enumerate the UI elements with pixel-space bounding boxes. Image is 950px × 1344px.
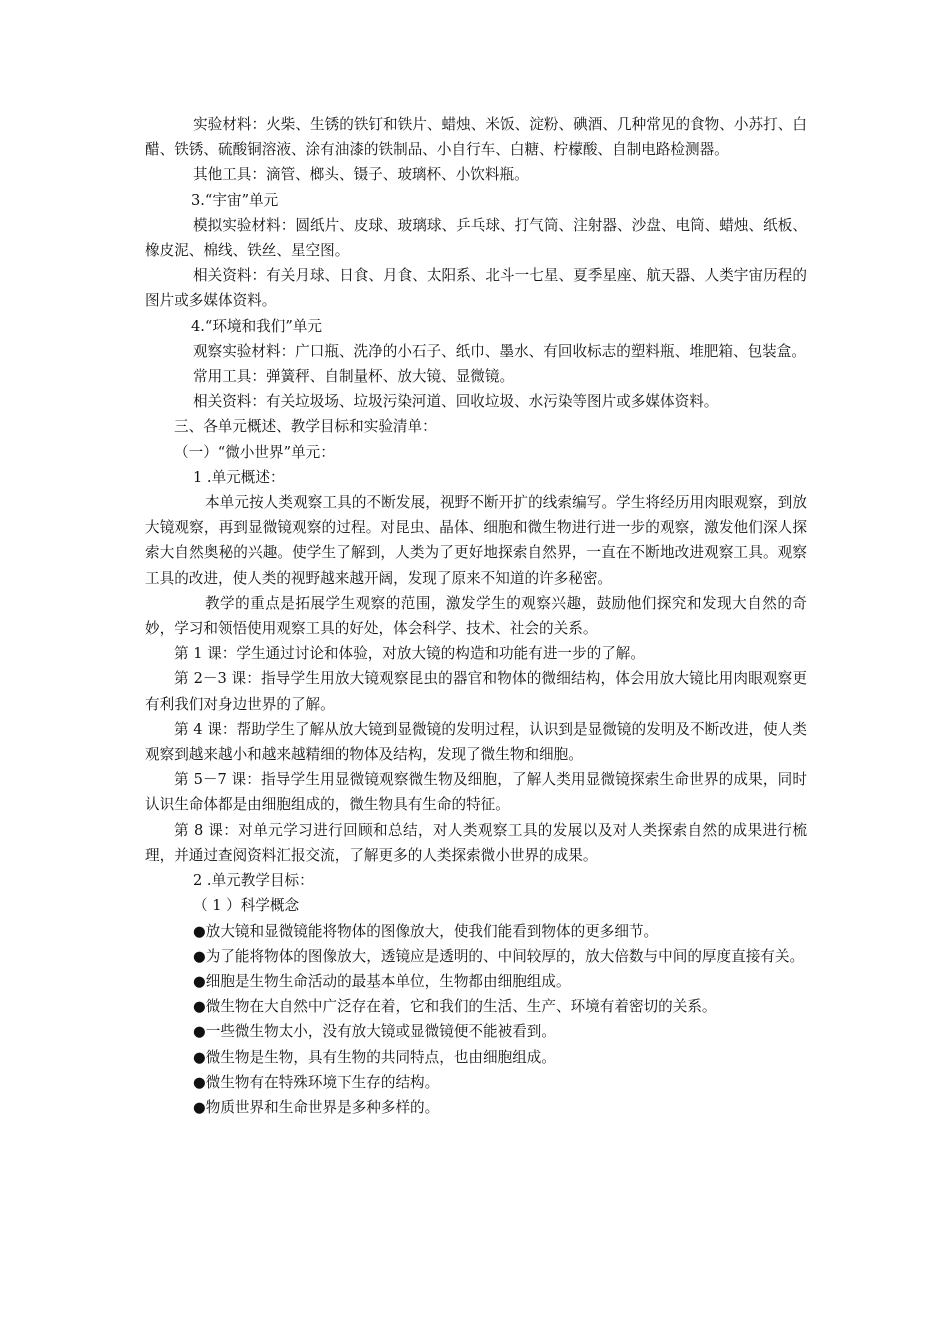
lesson-item: 第 4 课：帮助学生了解从放大镜到显微镜的发明过程，认识到是显微镜的发明及不断改进，使人类观察到越来越小和越来越精细的物体及结构，发现了微生物和细胞。 bbox=[145, 720, 807, 764]
bullet-item: ●一些微生物太小，没有放大镜或显微镜便不能被看到。 bbox=[193, 1023, 556, 1041]
subsection-heading: 2 .单元教学目标： bbox=[193, 872, 314, 890]
section-heading: 4.“环境和我们”单元 bbox=[191, 317, 323, 335]
bullet-item: ●微生物是生物，具有生物的共同特点，也由细胞组成。 bbox=[193, 1048, 556, 1066]
paragraph: 教学的重点是拓展学生观察的范围，激发学生的观察兴趣，鼓励他们探究和发现大自然的奇妙，学习和领悟使用观察工具的好处，体会科学、技术、社会的关系。 bbox=[145, 594, 807, 638]
bullet-item: ●微生物有在特殊环境下生存的结构。 bbox=[193, 1073, 440, 1091]
lesson-item: 第 1 课：学生通过讨论和体验，对放大镜的构造和功能有进一步的了解。 bbox=[174, 645, 645, 663]
lesson-item: 第 8 课：对单元学习进行回顾和总结，对人类观察工具的发展以及对人类探索自然的成果进行梳理，并通过查阅资料汇报交流，了解更多的人类探索微小世界的成果。 bbox=[145, 821, 807, 864]
paragraph: 观察实验材料：广口瓶、洗净的小石子、纸巾、墨水、有回收标志的塑料瓶、堆肥箱、包装盒。 bbox=[193, 342, 806, 360]
section-heading: 3.“宇宙”单元 bbox=[191, 191, 279, 209]
subsection-heading: （ 1 ）科学概念 bbox=[193, 897, 300, 915]
bullet-item: ●细胞是生物生命活动的最基本单位，生物都由细胞组成。 bbox=[193, 972, 571, 990]
subsection-heading: 1 .单元概述： bbox=[193, 468, 285, 486]
bullet-item: ●物质世界和生命世界是多种多样的。 bbox=[193, 1098, 440, 1116]
paragraph: 本单元按人类观察工具的不断发展，视野不断开扩的线索编写。学生将经历用肉眼观察，到放大镜观察，再到显微镜观察的过程。对昆虫、晶体、细胞和微生物进行进一步的观察，激发他们深人探索大自然奥秘的兴趣。使学生了解到，人类为了更好地探索自然界，一直在不断地改进观察工具。观察工具的改进，使人类的视野越来越开阔，发现了原来不知道的许多秘密。 bbox=[145, 494, 807, 587]
paragraph: 其他工具：滴管、榔头、镊子、玻璃杯、小饮料瓶。 bbox=[193, 166, 529, 184]
paragraph: 实验材料：火柴、生锈的铁钉和铁片、蜡烛、米饭、淀粉、碘酒、几种常见的食物、小苏打、白醋、铁锈、硫酸铜溶液、涂有油漆的铁制品、小自行车、白糖、柠檬酸、自制电路检测器。 bbox=[145, 116, 807, 159]
section-heading: （一）“微小世界”单元： bbox=[174, 443, 335, 461]
paragraph: 常用工具：弹簧秤、自制量杯、放大镜、显微镜。 bbox=[193, 368, 515, 386]
paragraph: 相关资料：有关垃圾场、垃圾污染河道、回收垃圾、水污染等图片或多媒体资料。 bbox=[193, 393, 719, 411]
lesson-item: 第 2－3 课：指导学生用放大镜观察昆虫的器官和物体的微细结构，体会用放大镜比用肉眼观察更有利我们对身边世界的了解。 bbox=[145, 670, 807, 713]
paragraph: 模拟实验材料：圆纸片、皮球、玻璃球、乒乓球、打气筒、注射器、沙盘、电筒、蜡烛、纸板、橡皮泥、棉线、铁丝、星空图。 bbox=[145, 216, 807, 260]
paragraph: 相关资料：有关月球、日食、月食、太阳系、北斗一七星、夏季星座、航天器、人类宇宙历程的图片或多媒体资料。 bbox=[145, 267, 807, 310]
bullet-item: ●放大镜和显微镜能将物体的图像放大，使我们能看到物体的更多细节。 bbox=[193, 922, 659, 940]
section-heading: 三、各单元概述、教学目标和实验清单： bbox=[174, 418, 437, 436]
document-page bbox=[145, 112, 807, 1120]
bullet-item: ●为了能将物体的图像放大，透镜应是透明的、中间较厚的，放大倍数与中间的厚度直接有关。 bbox=[193, 947, 805, 965]
lesson-item: 第 5－7 课：指导学生用显微镜观察微生物及细胞，了解人类用显微镜探索生命世界的成果，同时认识生命体都是由细胞组成的，微生物具有生命的特征。 bbox=[145, 771, 807, 814]
bullet-item: ●微生物在大自然中广泛存在着，它和我们的生活、生产、环境有着密切的关系。 bbox=[193, 998, 717, 1016]
